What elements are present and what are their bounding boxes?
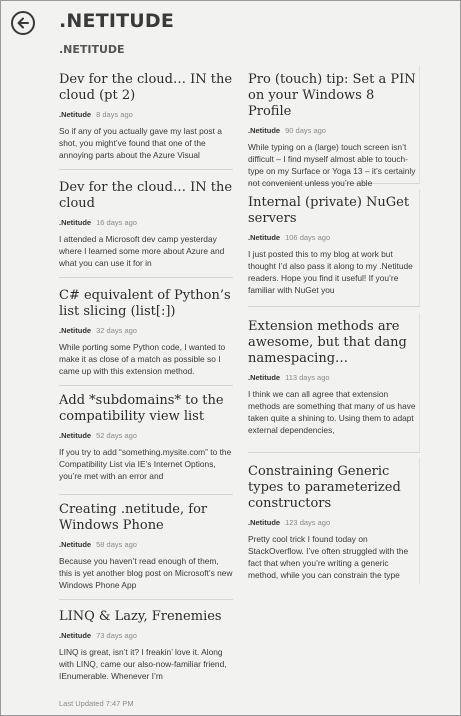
article-source: .Netitude	[59, 110, 92, 119]
article-meta	[248, 373, 419, 383]
back-button[interactable]	[11, 11, 35, 35]
article-meta	[59, 431, 233, 441]
article-title[interactable]: Pro (touch) tip: Set a PIN on your Windows 8 Profile	[248, 72, 416, 119]
article-meta	[248, 126, 419, 136]
section-title: .NETITUDE	[59, 43, 125, 56]
article-meta	[248, 233, 419, 243]
article-age: 73 days ago	[96, 631, 137, 640]
article-age: 58 days ago	[96, 540, 137, 549]
article-age: 52 days ago	[96, 431, 137, 440]
article-source: .Netitude	[59, 631, 92, 640]
article-title[interactable]: Add *subdomains* to the compatibility view list	[59, 393, 224, 424]
article-title[interactable]: Dev for the cloud… IN the cloud (pt 2)	[59, 72, 233, 103]
article-title[interactable]: Creating .netitude, for Windows Phone	[59, 502, 208, 533]
article-age: 90 days ago	[285, 126, 326, 135]
app-title: .NETITUDE	[59, 10, 175, 32]
article-item[interactable]	[248, 66, 420, 188]
article-meta	[59, 631, 233, 641]
article-age: 32 days ago	[96, 326, 137, 335]
article-age: 16 days ago	[96, 218, 137, 227]
article-title[interactable]: C# equivalent of Python’s list slicing (list[:])	[59, 288, 231, 319]
article-item[interactable]	[248, 458, 420, 584]
article-age: 8 days ago	[96, 110, 133, 119]
article-item[interactable]	[59, 387, 233, 495]
article-title[interactable]: Constraining Generic types to parameterized constructors	[248, 464, 401, 511]
article-title[interactable]: Extension methods are awesome, but that dang namespacing…	[248, 319, 407, 366]
article-excerpt: I attended a Microsoft dev camp yesterday where I learned some more about Azure and what you can use it for in	[59, 234, 225, 268]
article-excerpt: I just posted this to my blog at work but thought I’d also pass it along to my .Netitude readers. Hope you find it useful! If you’re familiar with NuGet you	[248, 249, 413, 295]
article-item[interactable]	[59, 66, 233, 170]
article-source: .Netitude	[248, 518, 281, 527]
article-excerpt: So if any of you actually gave my last post a shot, you might’ve found that one of the annoying parts about the Azure Visual	[59, 126, 222, 160]
article-age: 123 days ago	[285, 518, 331, 527]
article-item[interactable]	[59, 496, 233, 600]
article-age: 106 days ago	[285, 233, 331, 242]
article-age: 113 days ago	[285, 373, 330, 382]
article-title[interactable]: Internal (private) NuGet servers	[248, 195, 410, 226]
article-source: .Netitude	[248, 233, 281, 242]
article-meta	[59, 218, 233, 228]
article-excerpt: While porting some Python code, I wanted to make it as close of a match as possible so I came up with this extension method.	[59, 342, 226, 376]
article-source: .Netitude	[59, 326, 92, 335]
article-meta	[59, 110, 233, 120]
article-excerpt: Because you haven’t read enough of them, this is yet another blog post on Microsoft’s new Windows Phone App	[59, 556, 233, 590]
article-source: .Netitude	[59, 540, 92, 549]
article-title[interactable]: Dev for the cloud… IN the cloud	[59, 180, 233, 211]
article-meta	[248, 518, 419, 528]
back-arrow-icon	[16, 16, 30, 30]
article-item[interactable]	[59, 174, 233, 278]
article-excerpt: Pretty cool trick I found today on StackOverflow. I’ve often struggled with the fact that when you’re writing a generic method, while you can constrain the type	[248, 534, 409, 580]
article-meta	[59, 326, 233, 336]
last-updated-label: Last Updated 7:47 PM	[59, 699, 134, 708]
article-source: .Netitude	[59, 431, 92, 440]
article-meta	[59, 540, 233, 550]
article-source: .Netitude	[59, 218, 92, 227]
article-item[interactable]	[59, 282, 233, 386]
article-excerpt: I think we can all agree that extension methods are something that many of us have taken quite a shining to. Using them to adapt external dependencies,	[248, 389, 416, 435]
article-item[interactable]	[59, 603, 233, 687]
article-excerpt: LINQ is great, isn’t it? I freakin’ love it. Along with LINQ, came our also-now-familiar friend, IEnumerable. Whenever I’m	[59, 647, 227, 681]
article-title[interactable]: LINQ & Lazy, Frenemies	[59, 609, 222, 624]
article-source: .Netitude	[248, 373, 281, 382]
article-item[interactable]	[248, 189, 420, 307]
article-excerpt: If you try to add “something.mysite.com” to the Compatibility List via IE’s Internet Options, you’re met with an error and	[59, 447, 232, 481]
article-source: .Netitude	[248, 126, 281, 135]
article-item[interactable]	[248, 313, 420, 453]
article-excerpt: While typing on a (large) touch screen isn’t difficult – I find myself almost able to touch-type on my Surface or Yoga 13 – it’s certainly not convenient unless you’re able	[248, 142, 416, 188]
